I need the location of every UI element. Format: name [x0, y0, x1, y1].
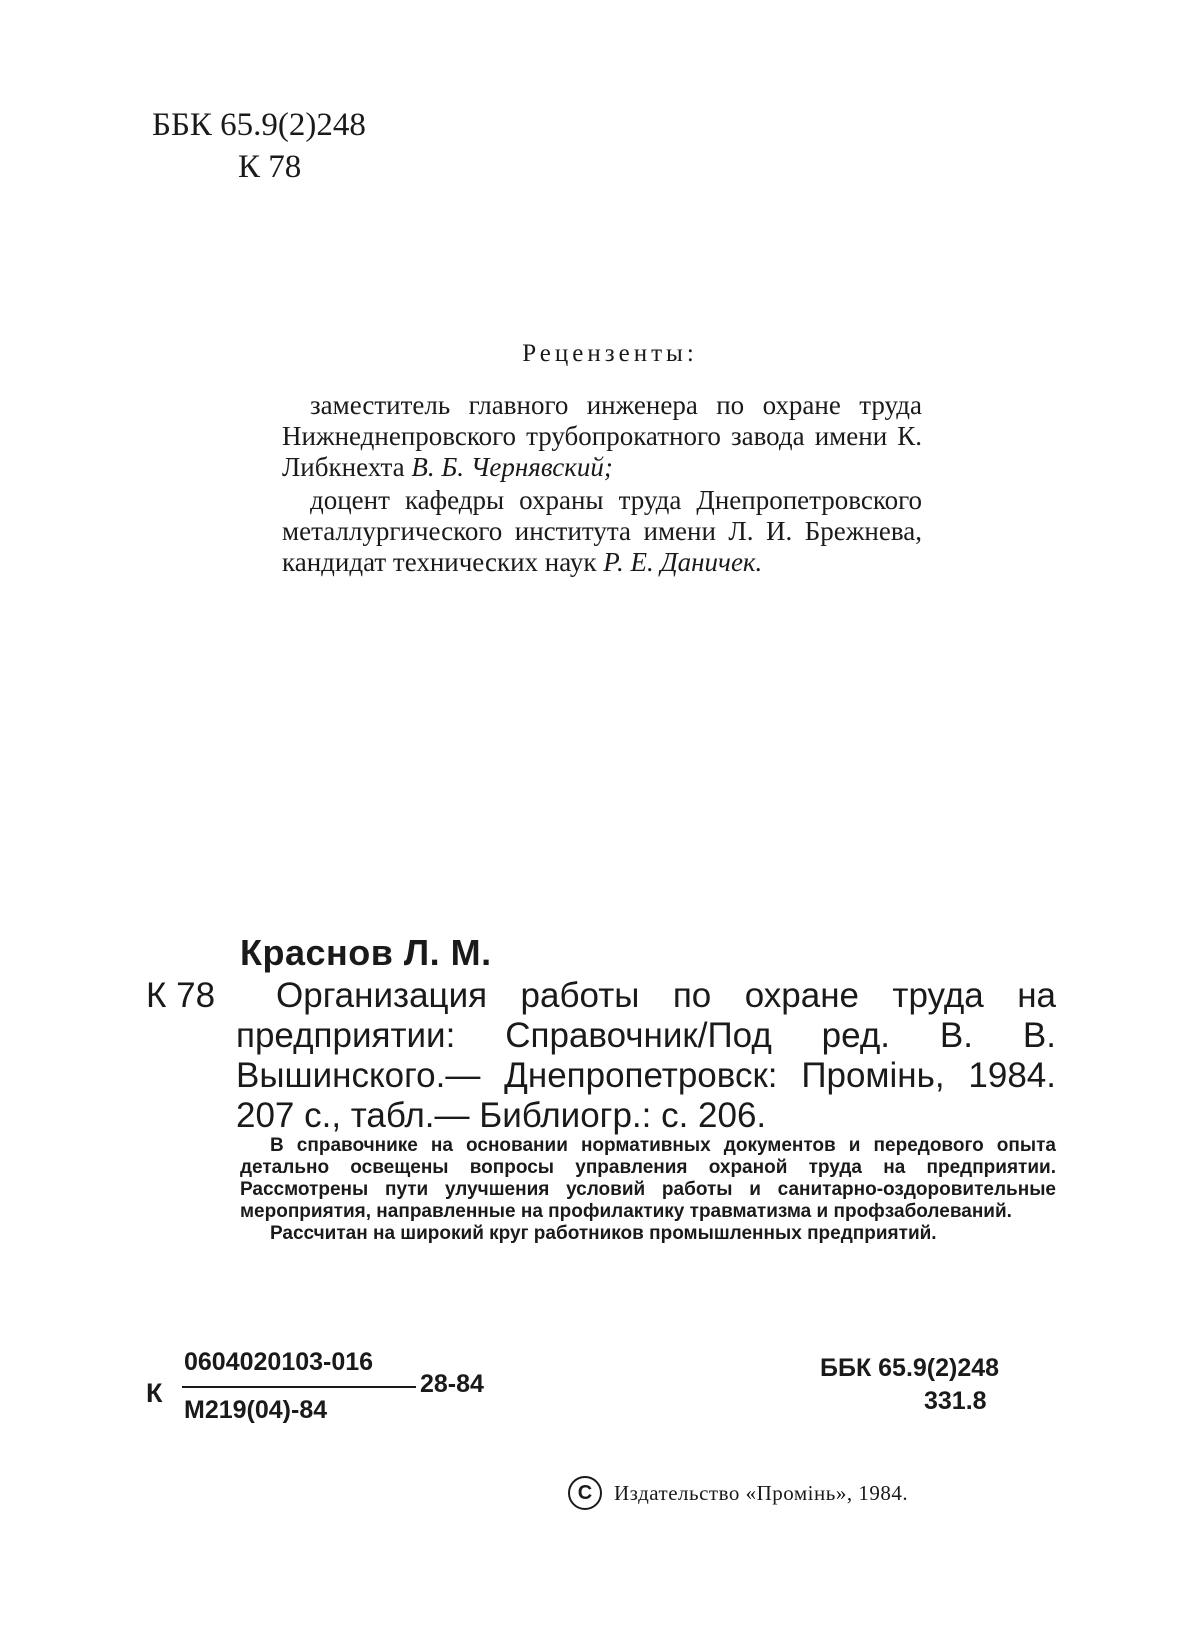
copyright-icon: С	[568, 1476, 602, 1510]
reviewer-entry	[282, 485, 922, 578]
reviewers-list	[282, 390, 922, 580]
reviewer-position: доцент кафедры охраны труда Днепропетровского металлургического института имени Л. И. Брежнева, кандидат технических наук	[282, 485, 922, 577]
reviewers-heading: Рецензенты:	[522, 340, 698, 367]
book-annotation	[240, 1135, 1056, 1245]
copyright-text: Издательство «Промінь», 1984.	[614, 1480, 909, 1505]
bbk-code: ББК 65.9(2)248	[820, 1354, 1000, 1382]
classification-bottom	[820, 1352, 999, 1418]
reviewer-position: заместитель главного инженера по охране труда Нижнеднепровского трубопрокатного завода имени К. Либкнехта	[282, 390, 922, 482]
index-numerator: 0604020103-016	[184, 1348, 374, 1376]
annotation-paragraph: Рассчитан на широкий круг работников промышленных предприятий.	[270, 1223, 937, 1244]
annotation-paragraph: В справочнике на основании нормативных документов и передового опыта детально освещены вопросы управления охраной труда на предприятии. Рассмотрены пути улучшения условий работы и санитарно-оздоровительные мероприятия, направленные на профилактику травматизма и профзаболеваний.	[240, 1135, 1056, 1222]
call-mark: К 78	[146, 976, 216, 1015]
index-letter: К	[146, 1378, 163, 1408]
index-denominator: М219(04)-84	[184, 1396, 328, 1424]
index-suffix: 28-84	[420, 1370, 484, 1398]
fraction-line	[182, 1386, 416, 1388]
copyright-line	[568, 1476, 908, 1510]
reviewer-name: Р. Е. Даничек.	[603, 547, 763, 577]
bbk-code: ББК 65.9(2)248	[152, 107, 366, 143]
classification-top	[152, 104, 366, 188]
reviewer-name: В. Б. Чернявский;	[411, 452, 613, 482]
reviewer-entry	[282, 390, 922, 483]
bibliographic-description: Организация работы по охране труда на предприятии: Справочник/Под ред. В. В. Вышинского.— Днепропетровск: Промінь, 1984. 207 с., табл.— Библиогр.: с. 206.	[236, 976, 1056, 1135]
author-mark: К 78	[238, 149, 302, 185]
book-author: Краснов Л. М.	[240, 932, 492, 973]
udc-code: 331.8	[924, 1387, 987, 1415]
